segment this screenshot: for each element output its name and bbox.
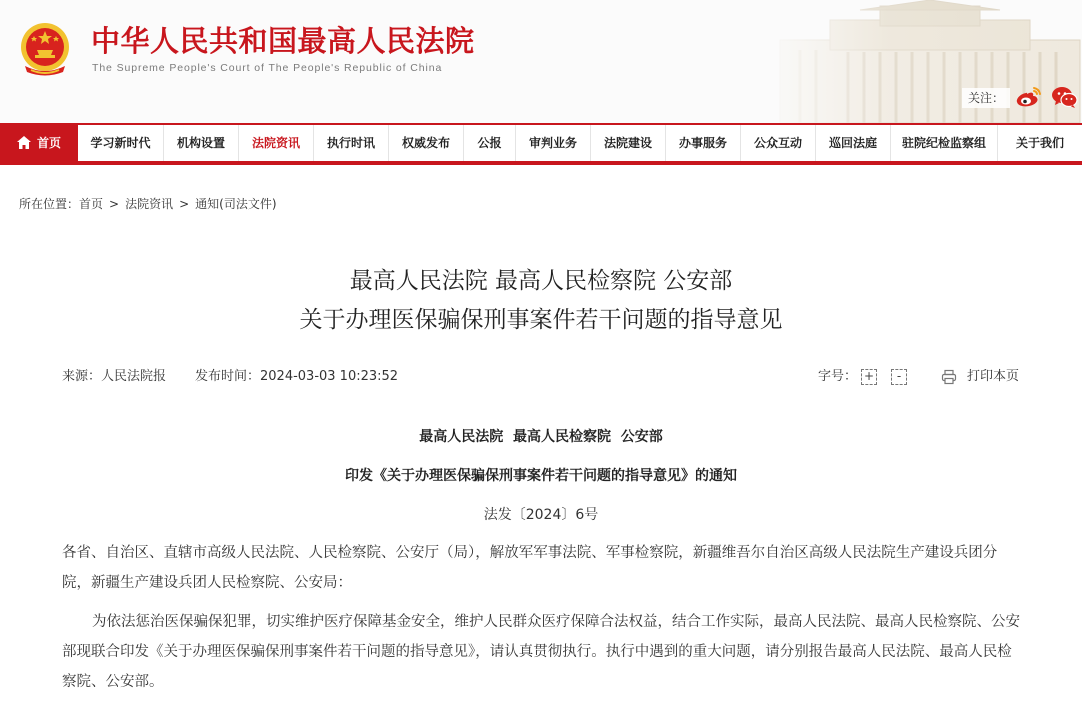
- breadcrumb-notice[interactable]: 通知(司法文件): [195, 197, 277, 211]
- nav-item-home[interactable]: [0, 125, 78, 161]
- font-size-label: 字号：: [818, 369, 858, 384]
- notice-title: 印发《关于办理医保骗保刑事案件若干问题的指导意见》的通知: [345, 468, 737, 484]
- site-title[interactable]: 中华人民共和国最高人民法院: [91, 24, 475, 58]
- nav-item-public-interaction[interactable]: 公众互动: [741, 125, 816, 161]
- nav-item-circuit-court[interactable]: 巡回法庭: [816, 125, 891, 161]
- article-title-line1: 最高人民法院 最高人民检察院 公安部: [349, 268, 733, 294]
- nav-item-authoritative-release[interactable]: 权威发布: [389, 125, 464, 161]
- article-meta: [62, 367, 1022, 387]
- article-title-line2: 关于办理医保骗保刑事案件若干问题的指导意见: [299, 307, 783, 333]
- nav-item-label: 首页: [36, 136, 61, 150]
- nav-item-study[interactable]: 学习新时代: [78, 125, 164, 161]
- article-publish-time: 发布时间：2024-03-03 10:23:52: [195, 369, 399, 384]
- print-page-link[interactable]: 打印本页: [967, 369, 1020, 384]
- document-number: 法发〔2024〕6号: [483, 507, 599, 523]
- main-nav: [0, 123, 1082, 165]
- article-paragraph: 各省、自治区、直辖市高级人民法院、人民检察院、公安厅（局），解放军军事法院、军事检察院，新疆维吾尔自治区高级人民法院生产建设兵团分院，新疆生产建设兵团人民检察院、公安局：: [62, 545, 998, 591]
- nav-item-discipline-inspection[interactable]: 驻院纪检监察组: [891, 125, 998, 161]
- nav-item-organization[interactable]: 机构设置: [164, 125, 239, 161]
- breadcrumb-separator: >: [109, 197, 120, 211]
- font-increase-button[interactable]: +: [861, 369, 877, 385]
- breadcrumb: [19, 196, 277, 212]
- notice-issuers: 最高人民法院 最高人民检察院 公安部: [419, 429, 663, 445]
- breadcrumb-home[interactable]: 首页: [79, 197, 104, 211]
- site-subtitle: The Supreme People's Court of The People's Republic of China: [92, 62, 443, 74]
- follow-us: [962, 84, 1082, 112]
- nav-item-gazette[interactable]: 公报: [464, 125, 516, 161]
- site-header: [0, 0, 1082, 123]
- breadcrumb-label: 所在位置：: [19, 197, 80, 211]
- article-source: 来源：人民法院报: [62, 369, 167, 384]
- nav-item-execution-news[interactable]: 执行时讯: [314, 125, 389, 161]
- breadcrumb-separator: >: [179, 197, 190, 211]
- nav-item-court-news[interactable]: 法院资讯: [239, 125, 314, 161]
- breadcrumb-court-news[interactable]: 法院资讯: [125, 197, 174, 211]
- nav-item-court-building[interactable]: 法院建设: [591, 125, 666, 161]
- wechat-icon[interactable]: [1051, 85, 1078, 110]
- home-icon: [17, 136, 31, 149]
- nav-item-about-us[interactable]: 关于我们: [1015, 136, 1064, 150]
- weibo-icon[interactable]: [1015, 85, 1042, 109]
- printer-icon[interactable]: [941, 369, 957, 385]
- follow-label: 关注：: [962, 88, 1010, 108]
- font-decrease-button[interactable]: -: [891, 369, 907, 385]
- national-emblem-icon: [19, 22, 71, 78]
- nav-item-services[interactable]: 办事服务: [666, 125, 741, 161]
- nav-item-trial-business[interactable]: 审判业务: [516, 125, 591, 161]
- article-paragraph: 为依法惩治医保骗保犯罪，切实维护医疗保障基金安全，维护人民群众医疗保障合法权益，结合工作实际，最高人民法院、最高人民检察院、公安部现联合印发《关于办理医保骗保刑事案件若干问题的指导意见》，请认真贯彻执行。执行中遇到的重大问题，请分别报告最高人民法院、最高人民检察院、公安部。: [62, 614, 1020, 690]
